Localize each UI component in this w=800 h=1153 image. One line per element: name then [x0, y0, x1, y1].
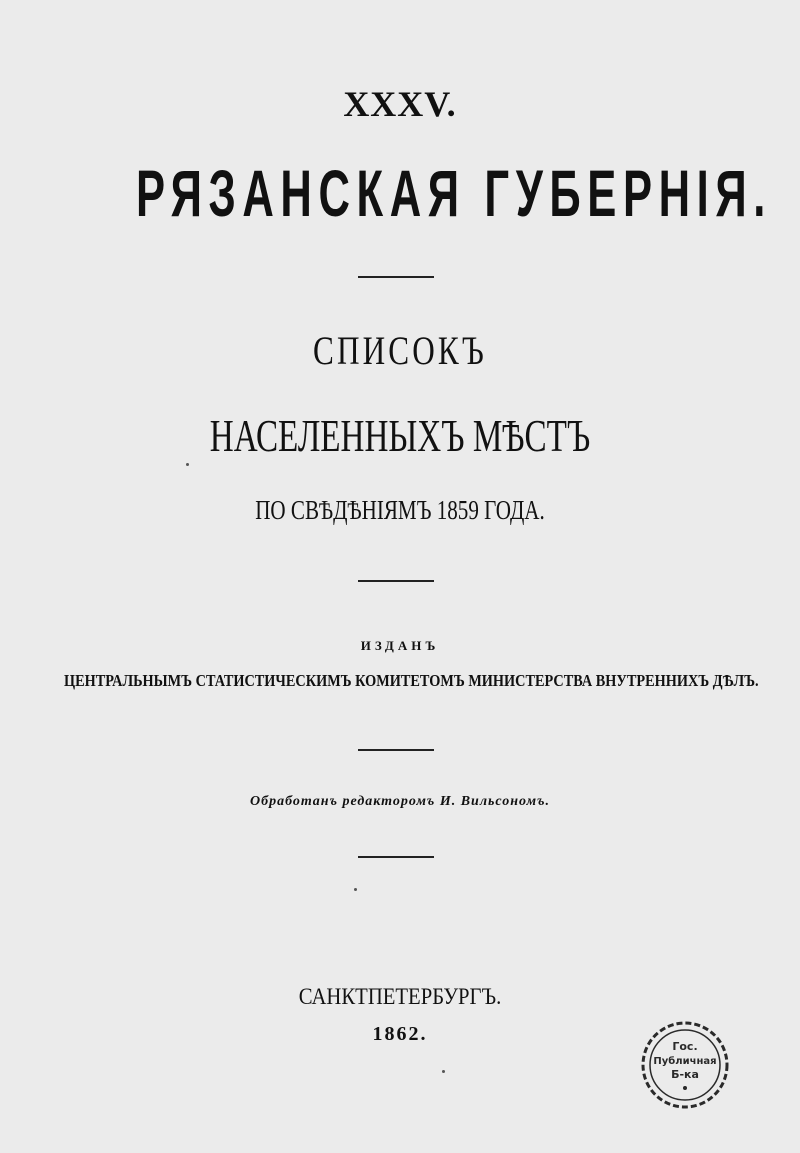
- print-speck: [186, 463, 189, 466]
- published-label: ИЗДАНЪ: [360, 638, 440, 653]
- library-stamp-icon: [640, 1020, 730, 1110]
- divider-rule: [358, 276, 434, 278]
- info-line: ПО СВѢДѢНІЯМЪ 1859 ГОДА.: [255, 495, 545, 525]
- print-speck: [354, 888, 357, 891]
- divider-rule: [358, 856, 434, 858]
- city-name: САНКТПЕТЕРБУРГЪ.: [298, 984, 502, 1009]
- places-title: НАСЕЛЕННЫХЪ МѢСТЪ: [209, 410, 591, 461]
- print-speck: [442, 1070, 445, 1073]
- svg-text:Гос.: Гос.: [672, 1040, 698, 1053]
- svg-text:Б-ка: Б-ка: [671, 1068, 699, 1081]
- editor-line: Обработанъ редакторомъ И. Вильсономъ.: [250, 794, 550, 809]
- svg-text:Публичная: Публичная: [653, 1056, 717, 1067]
- volume-number: XXXV.: [343, 84, 457, 124]
- divider-rule: [358, 749, 434, 751]
- divider-rule: [358, 580, 434, 582]
- list-title: СПИСОКЪ: [313, 328, 487, 373]
- governorate-title: РЯЗАНСКАЯ ГУБЕРНІЯ.: [136, 156, 772, 230]
- publisher-line: ЦЕНТРАЛЬНЫМЪ СТАТИСТИЧЕСКИМЪ КОМИТЕТОМЪ МИНИСТЕРСТВА ВНУТРЕННИХЪ ДѢЛЪ.: [64, 671, 759, 690]
- publication-year: 1862.: [372, 1023, 428, 1045]
